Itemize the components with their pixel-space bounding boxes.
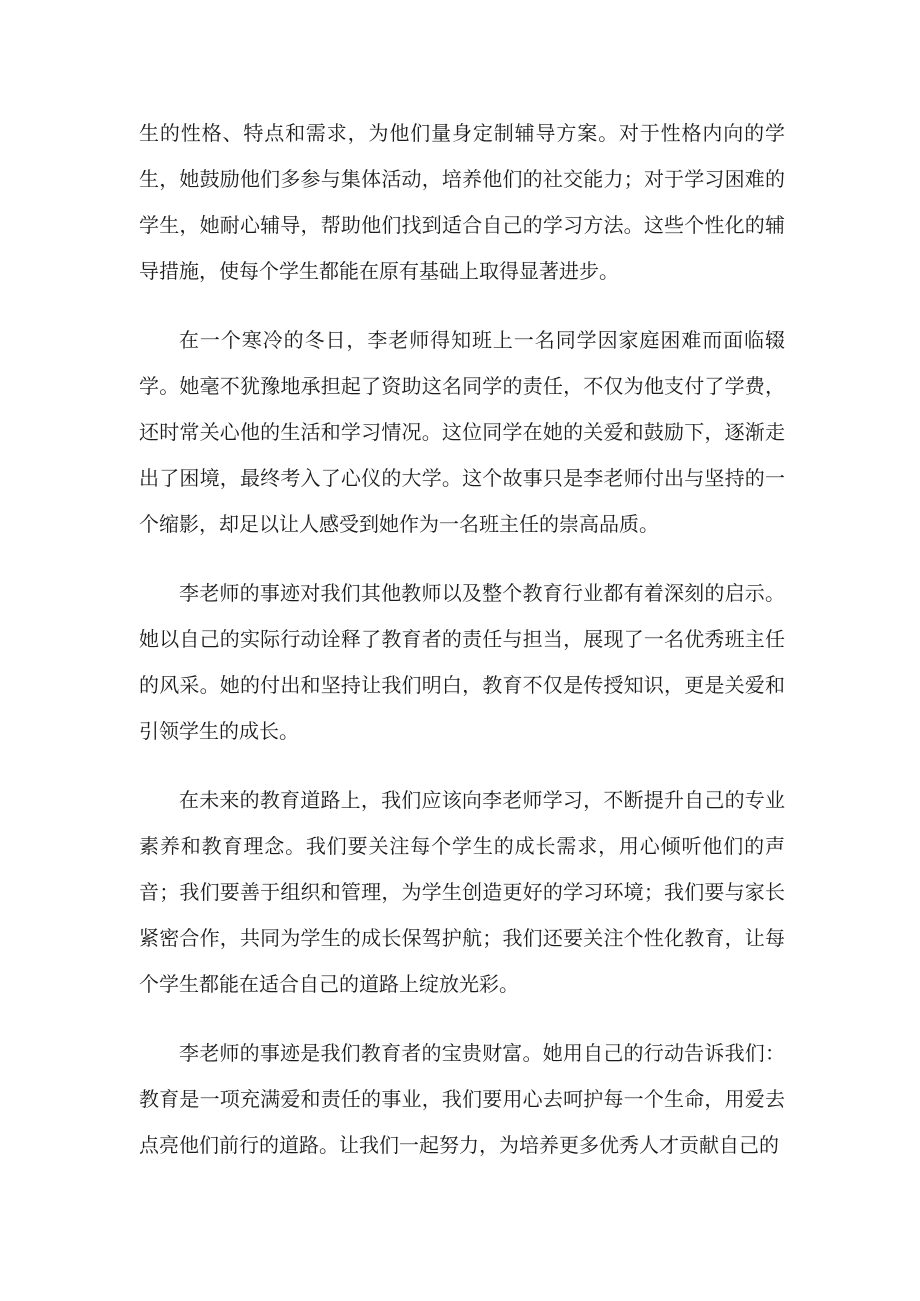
paragraph-5: 李老师的事迹是我们教育者的宝贵财富。她用自己的行动告诉我们：教育是一项充满爱和责任的事业，我们要用心去呵护每一个生命，用爱去点亮他们前行的道路。让我们一起努力，为培养更多优秀人才贡献自己的 [139, 1041, 785, 1157]
document-body [139, 110, 785, 1191]
paragraph-4: 在未来的教育道路上，我们应该向李老师学习，不断提升自己的专业素养和教育理念。我们要关注每个学生的成长需求，用心倾听他们的声音；我们要善于组织和管理，为学生创造更好的学习环境；我们要与家长紧密合作，共同为学生的成长保驾护航；我们还要关注个性化教育，让每个学生都能在适合自己的道路上绽放光彩。 [139, 788, 785, 996]
paragraph-2: 在一个寒冷的冬日，李老师得知班上一名同学因家庭困难而面临辍学。她毫不犹豫地承担起了资助这名同学的责任，不仅为他支付了学费，还时常关心他的生活和学习情况。这位同学在她的关爱和鼓励下，逐渐走出了困境，最终考入了心仪的大学。这个故事只是李老师付出与坚持的一个缩影，却足以让人感受到她作为一名班主任的崇高品质。 [139, 328, 785, 536]
paragraph-3: 李老师的事迹对我们其他教师以及整个教育行业都有着深刻的启示。她以自己的实际行动诠释了教育者的责任与担当，展现了一名优秀班主任的风采。她的付出和坚持让我们明白，教育不仅是传授知识，更是关爱和引领学生的成长。 [139, 581, 785, 743]
paragraph-1: 生的性格、特点和需求，为他们量身定制辅导方案。对于性格内向的学生，她鼓励他们多参与集体活动，培养他们的社交能力；对于学习困难的学生，她耐心辅导，帮助他们找到适合自己的学习方法。这些个性化的辅导措施，使每个学生都能在原有基础上取得显著进步。 [139, 121, 785, 283]
